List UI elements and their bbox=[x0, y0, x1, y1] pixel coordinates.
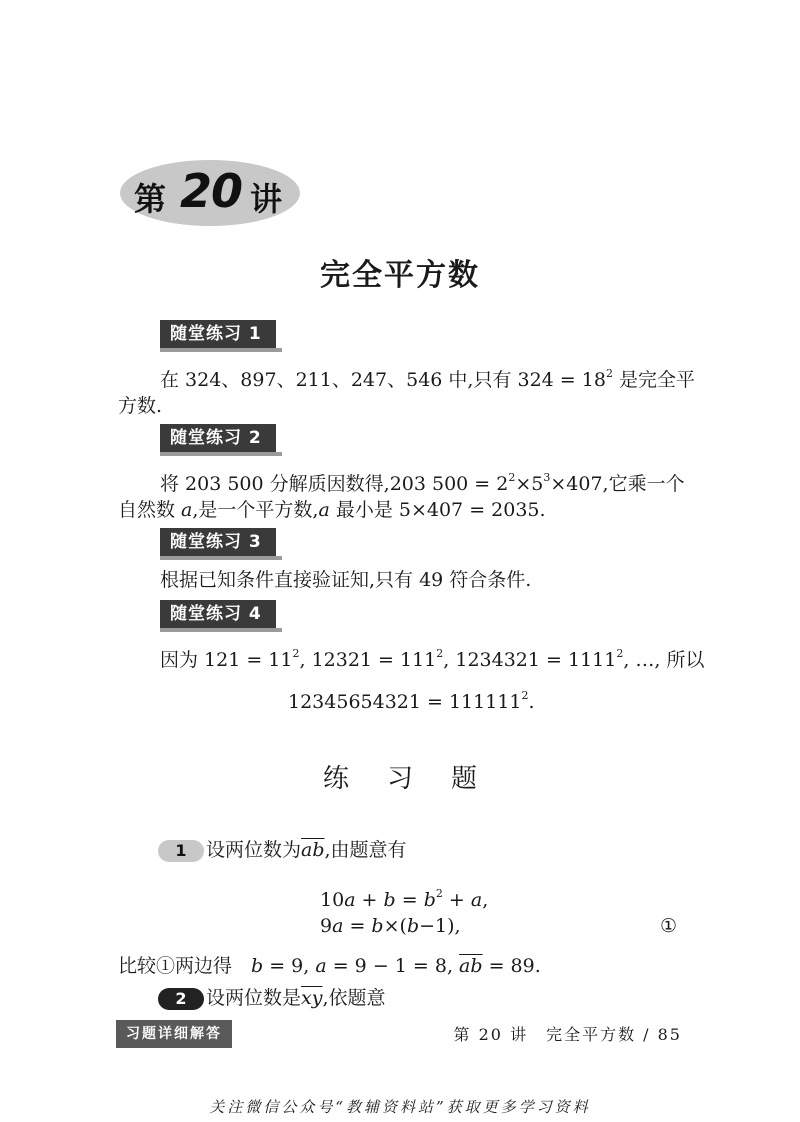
p1-line1: 在 324、897、211、247、546 中,只有 $324 = 18^2$ 是完全平 bbox=[160, 367, 695, 391]
practice-tag-2-shadow bbox=[160, 452, 282, 456]
chapter-suffix: 讲 bbox=[250, 180, 283, 218]
p3-line1: 根据已知条件直接验证知,只有 49 符合条件. bbox=[160, 569, 532, 591]
bottom-note: 关注微信公众号“教辅资料站”获取更多学习资料 bbox=[209, 1098, 591, 1116]
footer-section-tag: 习题详细解答 bbox=[116, 1020, 232, 1048]
practice-tag-2: 随堂练习 2 bbox=[160, 424, 276, 452]
ex1-intro: 设两位数为$\overline{ab}$,由题意有 bbox=[206, 839, 407, 861]
practice-tag-3: 随堂练习 3 bbox=[160, 528, 276, 556]
section-title: 练习题 bbox=[322, 764, 515, 794]
practice-tag-1-shadow bbox=[160, 348, 282, 352]
ex1-eq1: $10a + b = b^2 + a$, bbox=[320, 887, 489, 911]
p4-line1: 因为 $121 = 11^2$, $12321 = 111^2$, $1234321 = 1111^2$, …, 所以 bbox=[160, 647, 705, 671]
practice-tag-4-shadow bbox=[160, 628, 282, 632]
ex2-intro: 设两位数是$\overline{xy}$,依题意 bbox=[206, 987, 386, 1009]
ex1-eq2: 9a = b×(b−1), bbox=[320, 915, 461, 937]
chapter-number: 20 bbox=[180, 164, 243, 218]
running-footer: 第 20 讲 完全平方数 / 85 bbox=[453, 1025, 682, 1044]
exercise-2-number: 2 bbox=[158, 988, 204, 1010]
ex1-compare: 比较①两边得 b = 9, a = 9 − 1 = 8, $\overline{ab} = 89$. bbox=[118, 955, 541, 977]
p2-line2: 自然数 a,是一个平方数,a 最小是 5×407 = 2035. bbox=[118, 499, 546, 521]
page-title: 完全平方数 bbox=[320, 258, 480, 293]
practice-tag-1: 随堂练习 1 bbox=[160, 320, 276, 348]
chapter-prefix: 第 bbox=[134, 180, 167, 218]
practice-tag-4: 随堂练习 4 bbox=[160, 600, 276, 628]
p2-line1: 将 203 500 分解质因数得,203 $500 = 2^2\times 5^3\times 407$,它乘一个 bbox=[160, 471, 685, 495]
p1-line2: 方数. bbox=[118, 395, 163, 417]
p4-line2: $12345654321 = 111111^2$. bbox=[288, 689, 535, 713]
exercise-1-number: 1 bbox=[158, 840, 204, 862]
ex1-eq-marker: ① bbox=[660, 915, 678, 937]
practice-tag-3-shadow bbox=[160, 556, 282, 560]
